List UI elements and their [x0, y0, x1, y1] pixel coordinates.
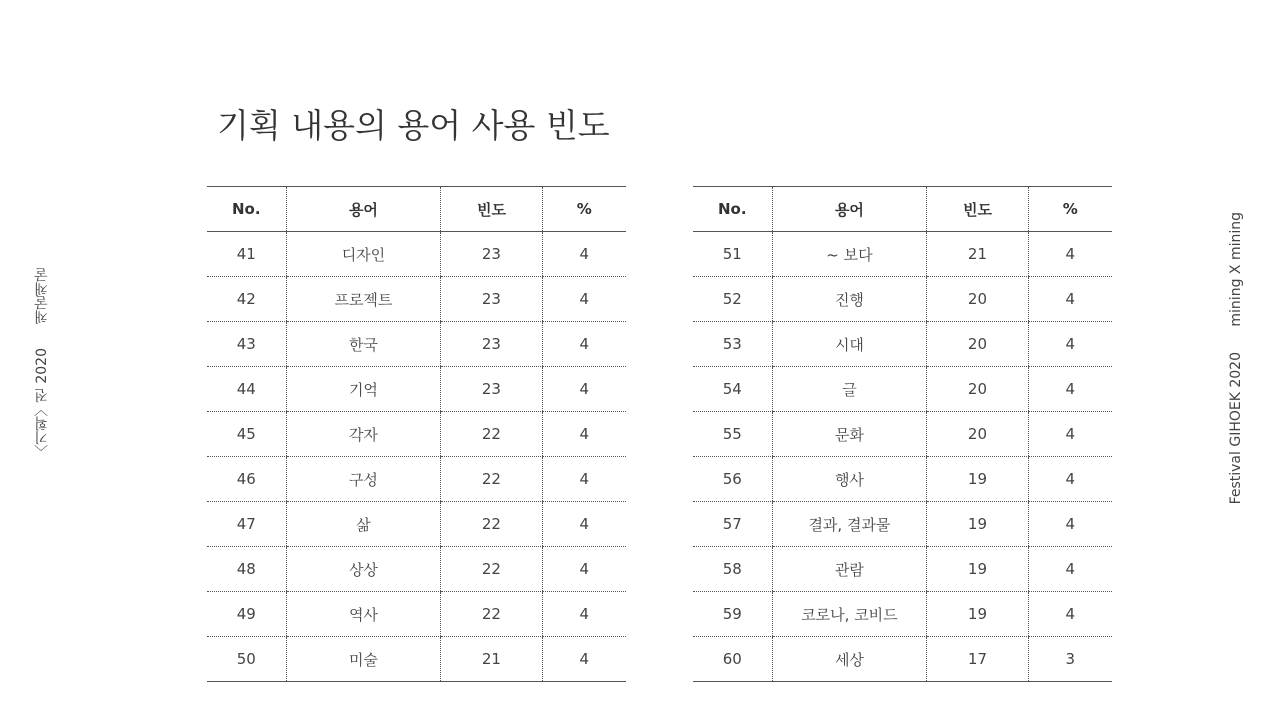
cell-term: 구성	[286, 457, 441, 502]
cell-frequency: 22	[441, 592, 542, 637]
cell-percent: 4	[1028, 232, 1112, 277]
cell-frequency: 20	[927, 367, 1028, 412]
table-row	[693, 502, 1112, 547]
cell-frequency: 22	[441, 502, 542, 547]
cell-frequency: 23	[441, 277, 542, 322]
cell-no: 57	[693, 502, 772, 547]
cell-term: 기억	[286, 367, 441, 412]
cell-frequency: 22	[441, 412, 542, 457]
cell-no: 47	[207, 502, 286, 547]
cell-frequency: 21	[441, 637, 542, 682]
table-row	[693, 322, 1112, 367]
cell-no: 46	[207, 457, 286, 502]
cell-frequency: 17	[927, 637, 1028, 682]
cell-no: 60	[693, 637, 772, 682]
term-frequency-table-right	[693, 186, 1112, 682]
cell-frequency: 20	[927, 412, 1028, 457]
mining-label: mining X mining	[1228, 212, 1244, 327]
cell-term: ~ 보다	[772, 232, 927, 277]
cell-no: 56	[693, 457, 772, 502]
table-row	[207, 637, 626, 682]
cell-percent: 4	[1028, 547, 1112, 592]
cell-no: 55	[693, 412, 772, 457]
cell-percent: 4	[1028, 502, 1112, 547]
cell-no: 49	[207, 592, 286, 637]
cell-term: 각자	[286, 412, 441, 457]
cell-no: 42	[207, 277, 286, 322]
cell-term: 프로젝트	[286, 277, 441, 322]
cell-term: 행사	[772, 457, 927, 502]
header-no: No.	[207, 187, 286, 232]
cell-term: 역사	[286, 592, 441, 637]
cell-term: 미술	[286, 637, 441, 682]
cell-term: 시대	[772, 322, 927, 367]
header-percent: %	[542, 187, 626, 232]
cell-no: 51	[693, 232, 772, 277]
cell-no: 48	[207, 547, 286, 592]
cell-percent: 4	[542, 367, 626, 412]
cell-no: 52	[693, 277, 772, 322]
cell-no: 45	[207, 412, 286, 457]
festival-label: Festival GIHOEK 2020	[1228, 352, 1244, 505]
cell-percent: 4	[542, 637, 626, 682]
cell-percent: 3	[1028, 637, 1112, 682]
cell-percent: 4	[1028, 277, 1112, 322]
table-row	[207, 277, 626, 322]
cell-percent: 4	[542, 277, 626, 322]
table-header-row	[693, 187, 1112, 232]
cell-frequency: 19	[927, 592, 1028, 637]
cell-term: 세상	[772, 637, 927, 682]
cell-term: 한국	[286, 322, 441, 367]
cell-frequency: 19	[927, 457, 1028, 502]
cell-term: 상상	[286, 547, 441, 592]
cell-percent: 4	[542, 502, 626, 547]
header-term: 용어	[772, 187, 927, 232]
header-percent: %	[1028, 187, 1112, 232]
cell-no: 43	[207, 322, 286, 367]
table-row	[207, 232, 626, 277]
table-row	[693, 412, 1112, 457]
table-row	[207, 502, 626, 547]
table-row	[207, 322, 626, 367]
cell-percent: 4	[1028, 592, 1112, 637]
cell-term: 코로나, 코비드	[772, 592, 927, 637]
cell-term: 디자인	[286, 232, 441, 277]
cell-percent: 4	[542, 457, 626, 502]
subtitle-label: 채굴채굴	[34, 268, 50, 324]
page-title: 기획 내용의 용어 사용 빈도	[217, 106, 610, 145]
table-row	[207, 592, 626, 637]
table-header-row	[207, 187, 626, 232]
table-row	[207, 457, 626, 502]
table-row	[693, 637, 1112, 682]
table-row	[207, 367, 626, 412]
cell-percent: 4	[542, 232, 626, 277]
table-row	[207, 547, 626, 592]
cell-percent: 4	[542, 592, 626, 637]
table-row	[207, 412, 626, 457]
cell-percent: 4	[1028, 412, 1112, 457]
cell-term: 삶	[286, 502, 441, 547]
cell-percent: 4	[542, 322, 626, 367]
cell-no: 59	[693, 592, 772, 637]
cell-term: 진행	[772, 277, 927, 322]
cell-no: 58	[693, 547, 772, 592]
exhibition-label: 〈기획〉전 2020	[34, 348, 50, 459]
term-frequency-table-left	[207, 186, 626, 682]
table-row	[693, 277, 1112, 322]
header-frequency: 빈도	[927, 187, 1028, 232]
cell-percent: 4	[542, 547, 626, 592]
cell-no: 53	[693, 322, 772, 367]
cell-term: 관람	[772, 547, 927, 592]
cell-no: 41	[207, 232, 286, 277]
cell-frequency: 23	[441, 322, 542, 367]
cell-percent: 4	[542, 412, 626, 457]
cell-no: 50	[207, 637, 286, 682]
cell-frequency: 23	[441, 367, 542, 412]
header-term: 용어	[286, 187, 441, 232]
cell-no: 54	[693, 367, 772, 412]
cell-percent: 4	[1028, 322, 1112, 367]
cell-frequency: 19	[927, 547, 1028, 592]
cell-frequency: 21	[927, 232, 1028, 277]
cell-frequency: 19	[927, 502, 1028, 547]
cell-frequency: 23	[441, 232, 542, 277]
side-label-left	[32, 260, 56, 470]
cell-term: 결과, 결과물	[772, 502, 927, 547]
side-label-right	[1228, 210, 1252, 510]
table-row	[693, 457, 1112, 502]
cell-no: 44	[207, 367, 286, 412]
header-no: No.	[693, 187, 772, 232]
header-frequency: 빈도	[441, 187, 542, 232]
cell-percent: 4	[1028, 367, 1112, 412]
cell-frequency: 22	[441, 547, 542, 592]
table-row	[693, 232, 1112, 277]
cell-percent: 4	[1028, 457, 1112, 502]
table-row	[693, 367, 1112, 412]
table-row	[693, 592, 1112, 637]
table-row	[693, 547, 1112, 592]
cell-term: 글	[772, 367, 927, 412]
cell-frequency: 20	[927, 277, 1028, 322]
cell-frequency: 22	[441, 457, 542, 502]
cell-frequency: 20	[927, 322, 1028, 367]
cell-term: 문화	[772, 412, 927, 457]
